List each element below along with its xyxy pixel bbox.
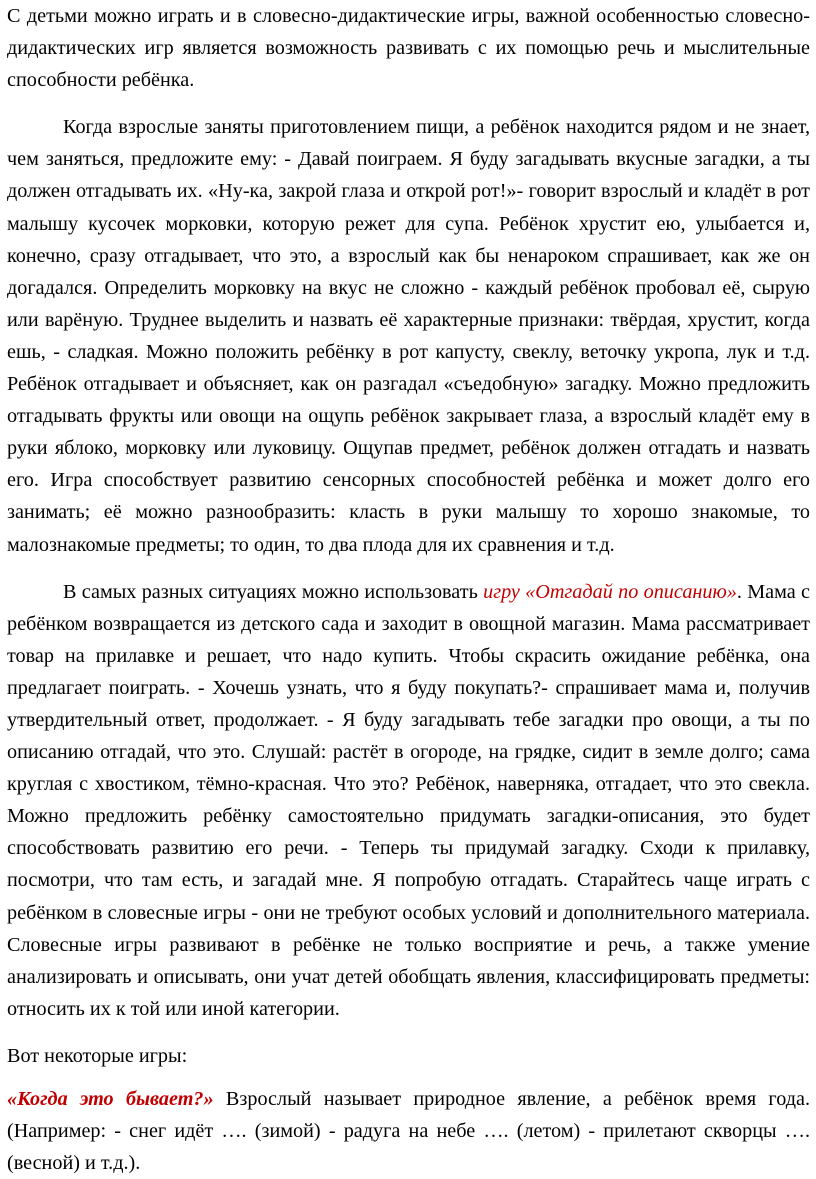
paragraph-text: В самых разных ситуациях можно использовать [63, 580, 484, 603]
section-heading-games: Вот некоторые игры: [7, 1044, 188, 1067]
paragraph-tasty-riddles: Когда взрослые заняты приготовлением пищи, а ребёнок находится рядом и не знает, чем заняться, предложите ему: - Давай поиграем. Я буду загадывать вкусные загадки, а ты должен отгадывать их. «Ну-ка, закрой глаза и открой рот!»- говорит взрослый и кладёт в рот малышу кусочек морковки, которую режет для супа. Ребёнок хрустит ею, улыбается и, конечно, сразу отгадывает, что это, а взрослый как бы ненароком спрашивает, как же он догадался. Определить морковку на вкус не сложно - каждый ребёнок пробовал её, сырую или варёную. Труднее выделить и назвать её характерные признаки: твёрдая, хрустит, когда ешь, - сладкая. Можно положить ребёнку в рот капусту, свеклу, веточку укропа, лук и т.д. Ребёнок отгадывает и объясняет, как он разгадал «съедобную» загадку. Можно предложить отгадывать фрукты или овощи на ощупь ребёнок закрывает глаза, а взрослый кладёт ему в руки яблоко, морковку или луковицу. Ощупав предмет, ребёнок должен отгадать и назвать его. Игра способствует развитию сенсорных способностей ребёнка и может долго его занимать; её можно разнообразить: класть в руки малышу то хорошо знакомые, то малознакомые предметы; то один, то два плода для их сравнения и т.д. [7, 116, 810, 556]
game-title-highlight: «Когда это бывает?» [7, 1088, 214, 1110]
paragraph-intro: С детьми можно играть и в словесно-дидактические игры, важной особенностью словесно-дидактических игр является возможность развивать с их помощью речь и мыслительные способности ребёнка. [7, 5, 810, 92]
game-title-highlight: игру «Отгадай по описанию» [483, 580, 737, 603]
paragraph-when-does-it-happen [7, 1083, 810, 1179]
paragraph-text: . Мама с ребёнком возвращается из детского сада и заходит в овощной магазин. Мама рассматривает товар на прилавке и решает, что надо купить. Чтобы скрасить ожидание ребёнка, она предлагает поиграть. - Хочешь узнать, что я буду покупать?- спрашивает мама и, получив утвердительный ответ, продолжает. - Я буду загадывать тебе загадки про овощи, а ты по описанию отгадай, что это. Слушай: растёт в огороде, на грядке, сидит в земле долго; сама круглая с хвостиком, тёмно-красная. Что это? Ребёнок, наверняка, отгадает, что это свекла. Можно предложить ребёнку самостоятельно придумать загадки-описания, это будет способствовать развитию его речи. - Теперь ты придумай загадку. Сходи к прилавку, посмотри, что там есть, и загадай мне. Я попробую отгадать. Старайтесь чаще играть с ребёнком в словесные игры - они не требуют особых условий и дополнительного материала. Словесные игры развивают в ребёнке не только восприятие и речь, а также умение анализировать и описывать, они учат детей обобщать явления, классифицировать предметы: относить их к той или иной категории. [7, 580, 810, 1020]
paragraph-guess-by-description [7, 576, 810, 1025]
paragraph-text: Взрослый называет природное явление, а ребёнок время года. (Например: - снег идёт …. (зимой) - радуга на небе …. (летом) - прилетают скворцы …. (весной) и т.д.). [7, 1088, 811, 1175]
